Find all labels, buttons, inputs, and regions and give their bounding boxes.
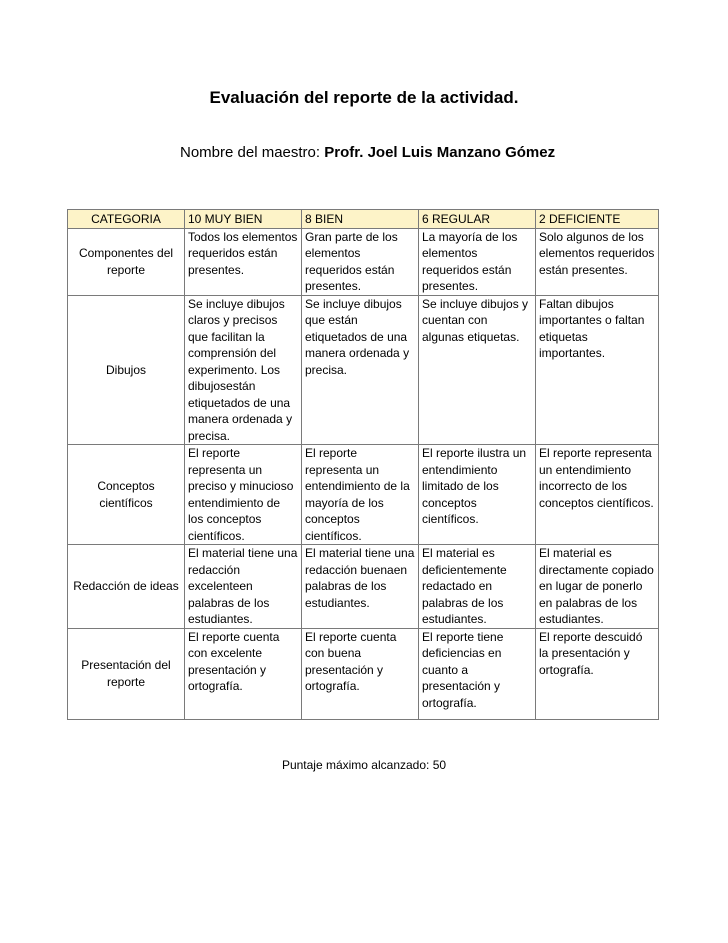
header-score-6: 6 REGULAR <box>419 210 536 229</box>
table-cell: Todos los elementos requeridos están presentes. <box>185 228 302 295</box>
header-score-2: 2 DEFICIENTE <box>536 210 659 229</box>
row-category: Conceptos científicos <box>68 445 185 545</box>
table-row <box>68 628 659 719</box>
row-category: Componentes del reporte <box>68 228 185 295</box>
table-cell: El reporte cuenta con buena presentación y ortografía. <box>302 628 419 719</box>
table-cell: Solo algunos de los elementos requeridos están presentes. <box>536 228 659 295</box>
table-row <box>68 545 659 629</box>
teacher-line <box>180 144 555 161</box>
table-cell: Se incluye dibujos claros y precisos que facilitan la comprensión del experimento. Los dibujosestán etiquetados de una manera ordenada y precisa. <box>185 295 302 445</box>
table-cell: El reporte representa un preciso y minucioso entendimiento de los conceptos científicos. <box>185 445 302 545</box>
table-row <box>68 295 659 445</box>
table-cell: El material es directamente copiado en lugar de ponerlo en palabras de los estudiantes. <box>536 545 659 629</box>
row-category: Presentación del reporte <box>68 628 185 719</box>
table-cell: El reporte representa un entendimiento de la mayoría de los conceptos científicos. <box>302 445 419 545</box>
table-cell: La mayoría de los elementos requeridos están presentes. <box>419 228 536 295</box>
teacher-label: Nombre del maestro: <box>180 144 325 161</box>
rubric-table <box>67 209 659 720</box>
table-cell: Se incluye dibujos que están etiquetados de una manera ordenada y precisa. <box>302 295 419 445</box>
header-score-8: 8 BIEN <box>302 210 419 229</box>
header-category: CATEGORIA <box>68 210 185 229</box>
row-category: Dibujos <box>68 295 185 445</box>
row-category: Redacción de ideas <box>68 545 185 629</box>
table-cell: El material tiene una redacción buenaen palabras de los estudiantes. <box>302 545 419 629</box>
table-cell: Faltan dibujos importantes o faltan etiquetas importantes. <box>536 295 659 445</box>
table-cell: El material es deficientemente redactado en palabras de los estudiantes. <box>419 545 536 629</box>
table-cell: El material tiene una redacción excelenteen palabras de los estudiantes. <box>185 545 302 629</box>
rubric-header-row <box>68 210 659 229</box>
header-score-10: 10 MUY BIEN <box>185 210 302 229</box>
table-cell: El reporte representa un entendimiento incorrecto de los conceptos científicos. <box>536 445 659 545</box>
table-cell: El reporte descuidó la presentación y ortografía. <box>536 628 659 719</box>
table-cell: Gran parte de los elementos requeridos están presentes. <box>302 228 419 295</box>
max-score-note: Puntaje máximo alcanzado: 50 <box>281 758 447 772</box>
document-title: Evaluación del reporte de la actividad. <box>209 88 519 107</box>
table-row <box>68 228 659 295</box>
table-cell: El reporte cuenta con excelente presentación y ortografía. <box>185 628 302 719</box>
table-cell: El reporte ilustra un entendimiento limitado de los conceptos científicos. <box>419 445 536 545</box>
teacher-name: Profr. Joel Luis Manzano Gómez <box>324 144 556 161</box>
table-cell: El reporte tiene deficiencias en cuanto a presentación y ortografía. <box>419 628 536 719</box>
table-cell: Se incluye dibujos y cuentan con algunas etiquetas. <box>419 295 536 445</box>
table-row <box>68 445 659 545</box>
